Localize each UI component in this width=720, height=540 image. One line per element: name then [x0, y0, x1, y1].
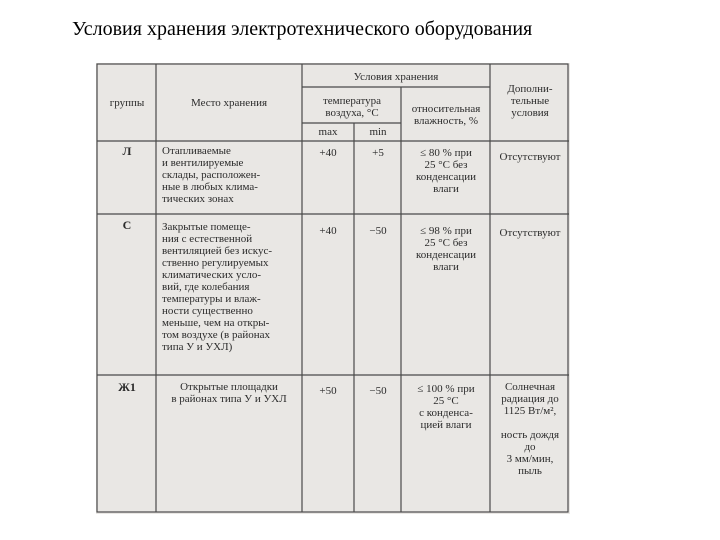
- row-L-max: +40: [319, 147, 337, 159]
- header-conditions: Условия хранения: [353, 71, 439, 83]
- row-L-min: +5: [372, 147, 384, 159]
- header-humidity: относительная влажность, %: [411, 103, 481, 127]
- slide-title: Условия хранения электротехнического оборудования: [72, 18, 533, 40]
- row-C-min: −50: [369, 225, 387, 237]
- row-Zh1-max: +50: [319, 385, 337, 397]
- row-L-place: Отапливаемые и вентилируемые склады, расположен- ные в любых клима- тических зонах: [162, 145, 261, 205]
- row-Zh1-humidity: ≤ 100 % при 25 °С с конденса- цией влаги: [417, 383, 475, 431]
- row-L-humidity: ≤ 80 % при 25 °С без конденсации влаги: [415, 147, 477, 195]
- row-Zh1-additional: Солнечная радиация до 1125 Вт/м², ность дождя до 3 мм/мин, пыль: [500, 381, 560, 477]
- row-Zh1-place: Открытые площадки в районах типа У и УХЛ: [171, 381, 287, 405]
- row-C-place: Закрытые помеще- ния с естественной вентиляцией без искус- ственно регулируемых климатических усло- вий, где колебания температуры и влаж- ности существенно меньше, чем на откры- том воздухе (в районах типа У и УХЛ): [162, 221, 272, 353]
- row-C-additional: Отсутствуют: [499, 227, 561, 239]
- header-min: min: [369, 126, 387, 138]
- row-C-max: +40: [319, 225, 337, 237]
- header-temperature: температура воздуха, °С: [322, 95, 382, 119]
- scanned-table: [96, 63, 570, 514]
- header-group: группы: [109, 97, 145, 109]
- row-Zh1-min: −50: [369, 385, 387, 397]
- header-place: Место хранения: [190, 97, 268, 109]
- row-L-group: Л: [122, 144, 132, 158]
- header-additional: Дополни- тельные условия: [507, 83, 553, 119]
- row-L-additional: Отсутствуют: [499, 151, 561, 163]
- row-Zh1-group: Ж1: [118, 380, 136, 394]
- row-C-humidity: ≤ 98 % при 25 °С без конденсации влаги: [415, 225, 477, 273]
- header-max: max: [318, 126, 338, 138]
- row-C-group: С: [122, 218, 132, 232]
